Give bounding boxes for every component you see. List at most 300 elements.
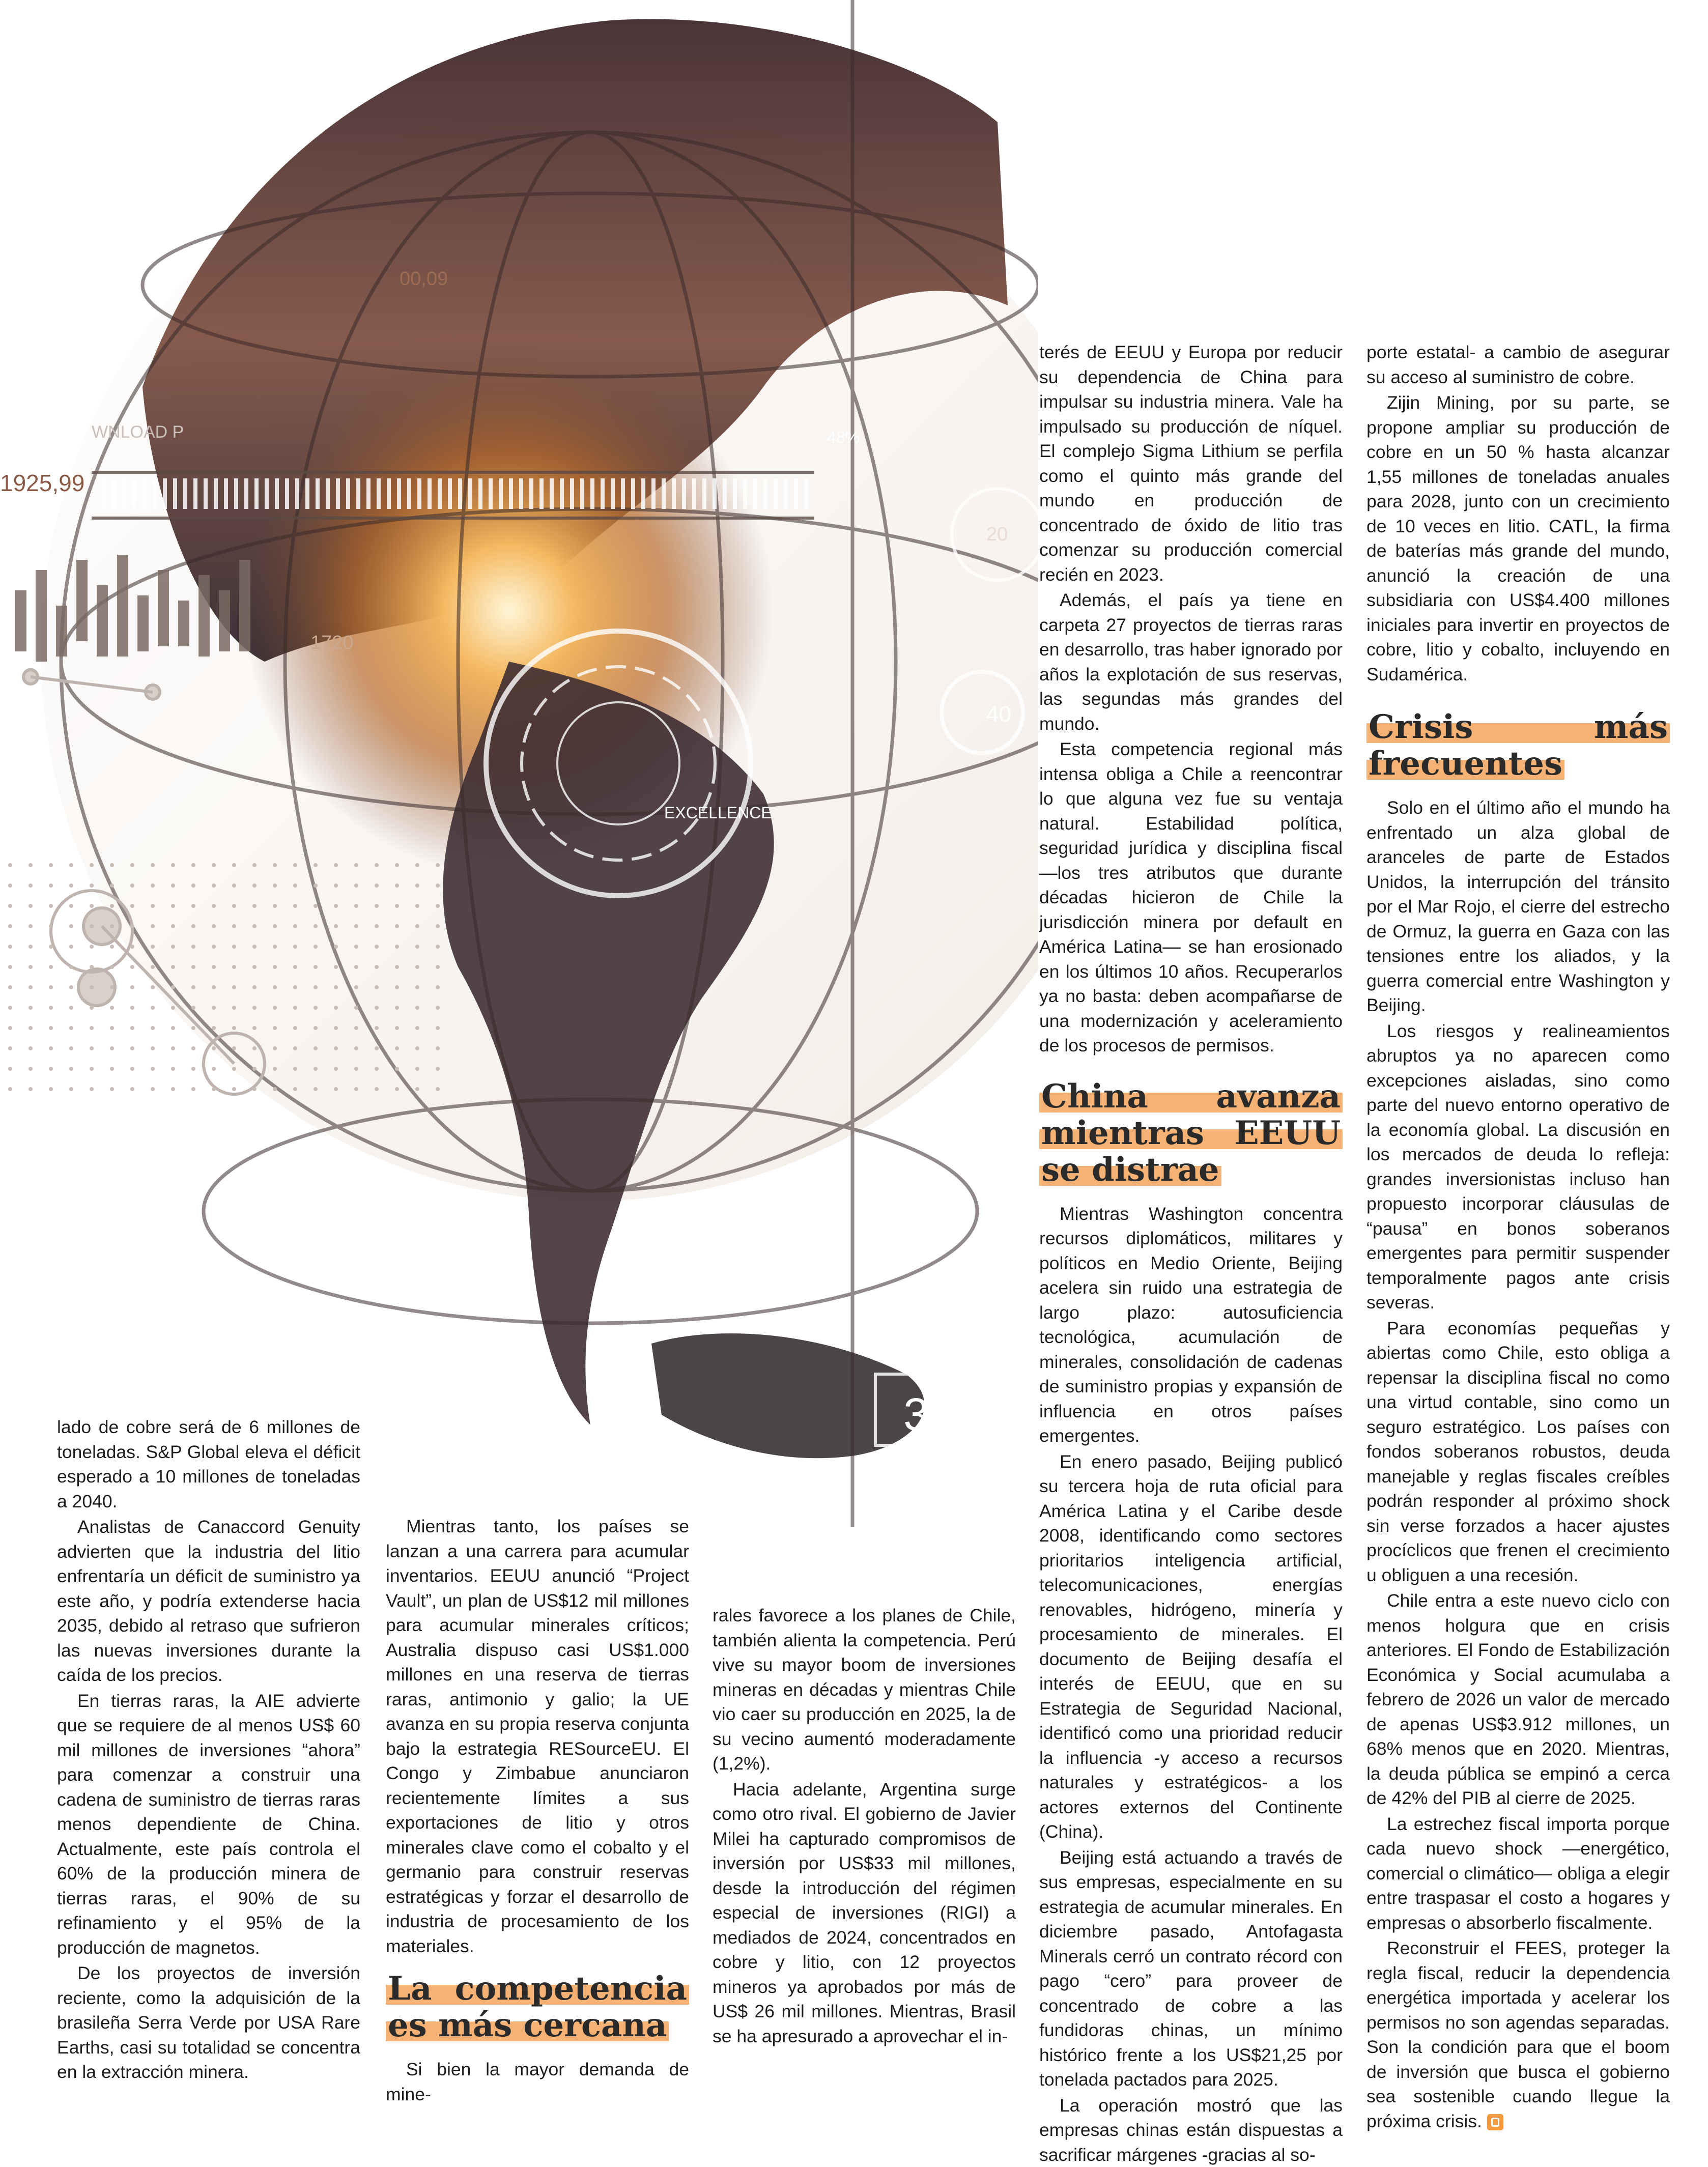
grid-dot — [151, 1026, 155, 1030]
hud-tick — [214, 478, 218, 509]
grid-dot — [273, 1046, 277, 1050]
grid-dot — [90, 883, 94, 888]
grid-dot — [29, 1046, 33, 1050]
grid-dot — [436, 985, 440, 989]
grid-dot — [151, 1087, 155, 1091]
grid-dot — [375, 904, 379, 908]
hud-tick — [794, 478, 798, 509]
grid-dot — [151, 945, 155, 949]
grid-dot — [252, 1026, 257, 1030]
grid-dot — [314, 904, 318, 908]
grid-dot — [415, 965, 419, 969]
grid-dot — [212, 965, 216, 969]
grid-dot — [69, 1006, 73, 1010]
grid-dot — [252, 1046, 257, 1050]
paragraph: Analistas de Canaccord Genuity advierten que la industria del litio enfrentaría un déficit de suministro ya este año, y podría extenderse hacia 2035, debido al retraso que sufrieron las nuevas inversiones durante la caída de los precios. — [57, 1515, 360, 1688]
hud-tick — [377, 478, 381, 509]
grid-dot — [191, 863, 195, 867]
hud-tick — [285, 478, 289, 509]
hud-tick — [560, 478, 564, 509]
grid-dot — [375, 1087, 379, 1091]
grid-dot — [375, 945, 379, 949]
article-column-5 — [1367, 340, 1670, 2133]
grid-dot — [354, 985, 358, 989]
grid-dot — [29, 904, 33, 908]
hud-digit: 3 — [903, 1389, 929, 1440]
grid-dot — [8, 965, 12, 969]
grid-dot — [171, 924, 175, 928]
grid-dot — [49, 965, 53, 969]
grid-dot — [191, 985, 195, 989]
grid-dot — [110, 883, 114, 888]
grid-dot — [29, 985, 33, 989]
hud-tick — [112, 478, 116, 509]
paragraph: rales favorece a los planes de Chile, también alienta la competencia. Perú vive su mayor boom de inversiones mineras en décadas y mientras Chile vio caer su producción en 2025, la de su vecino aumentó moderadamente (1,2%). — [713, 1603, 1016, 1776]
grid-dot — [273, 945, 277, 949]
grid-dot — [130, 985, 134, 989]
grid-dot — [252, 1006, 257, 1010]
grid-dot — [395, 863, 399, 867]
grid-dot — [375, 883, 379, 888]
grid-dot — [273, 1026, 277, 1030]
grid-dot — [415, 945, 419, 949]
hud-tick — [489, 478, 493, 509]
paragraph: Mientras tanto, los países se lanzan a una carrera para acumular inventarios. EEUU anunció “Project Vault”, un plan de US$12 mil millones para acumular minerales críticos; Australia dispuso casi US$1.000 millones en una reserva de tierras raras, antimonio y galio; la UE avanza en su propia reserva conjunta bajo la estrategia RESourceEU. El Congo y Zimbabue anunciaron recientemente límites a sus exportaciones de litio y otros minerales clave como el cobalto y el germanio para construir reservas estratégicas y forzar el desarrollo de industria de procesamiento de los materiales. — [386, 1514, 689, 1958]
section-heading: China avanza mientras EEUU se distrae — [1039, 1078, 1343, 1188]
hud-tick — [428, 478, 432, 509]
grid-dot — [273, 985, 277, 989]
grid-dot — [293, 1046, 297, 1050]
grid-dot — [273, 904, 277, 908]
grid-dot — [29, 965, 33, 969]
grid-dot — [314, 965, 318, 969]
grid-dot — [252, 1087, 257, 1091]
end-of-article-icon — [1487, 2114, 1503, 2130]
hud-tick — [692, 478, 696, 509]
grid-dot — [191, 1026, 195, 1030]
grid-dot — [334, 1087, 338, 1091]
hud-tick — [458, 478, 462, 509]
paragraph: Los riesgos y realineamientos abruptos ya no aparecen como excepciones aisladas, sino como parte del nuevo entorno operativo de la economía global. La discusión en los mercados de deuda lo refleja: grandes inversionistas incluso han propuesto incorporar cláusulas de “pausa” en bonos soberanos emergentes para permitir suspender temporalmente pagos ante crisis severas. — [1367, 1019, 1670, 1315]
paragraph: Beijing está actuando a través de sus empresas, especialmente en su estrategia de acumular minerales. En diciembre pasado, Antofagasta Minerals cerró un contrato récord con pago “cero” para proveer de concentrado de cobre a las fundidoras chinas, un mínimo histórico frente a los US$21,25 por tonelada pactados para 2025. — [1039, 1845, 1343, 2092]
hud-tick — [499, 478, 503, 509]
grid-dot — [191, 1067, 195, 1071]
grid-dot — [375, 965, 379, 969]
hud-tick — [407, 478, 411, 509]
paragraph: Esta competencia regional más intensa obliga a Chile a reencontrar lo que alguna vez fue su ventaja natural. Estabilidad política, seguridad jurídica y disciplina fiscal —los tres atributos que durante décadas hicieron de Chile la jurisdicción minera por default en América Latina— se han erosionado en los últimos 10 años. Recuperarlos ya no basta: deben acompañarse de una modernización y aceleramiento de los procesos de permisos. — [1039, 737, 1343, 1058]
grid-dot — [232, 945, 236, 949]
grid-dot — [191, 1087, 195, 1091]
hud-tick — [519, 478, 523, 509]
grid-dot — [293, 1026, 297, 1030]
grid-dot — [8, 904, 12, 908]
grid-dot — [130, 1046, 134, 1050]
hud-tick-20: 20 — [986, 524, 1008, 545]
grid-dot — [49, 945, 53, 949]
hud-tick — [387, 478, 391, 509]
grid-dot — [8, 1046, 12, 1050]
grid-dot — [110, 945, 114, 949]
hud-tick — [295, 478, 299, 509]
grid-dot — [293, 1006, 297, 1010]
grid-dot — [395, 965, 399, 969]
hud-tick — [631, 478, 635, 509]
hud-tick — [183, 478, 187, 509]
article-column-4 — [1039, 340, 1343, 2167]
hud-tick — [234, 478, 238, 509]
grid-dot — [252, 863, 257, 867]
grid-dot — [415, 985, 419, 989]
grid-dot — [151, 904, 155, 908]
grid-dot — [130, 1006, 134, 1010]
hud-tick — [132, 478, 136, 509]
grid-dot — [110, 904, 114, 908]
hud-tick — [275, 478, 279, 509]
grid-dot — [415, 1087, 419, 1091]
grid-dot — [69, 1046, 73, 1050]
grid-dot — [110, 1087, 114, 1091]
grid-dot — [212, 863, 216, 867]
grid-dot — [171, 985, 175, 989]
grid-dot — [436, 1046, 440, 1050]
hud-gauge-label: 40 — [986, 702, 1011, 727]
grid-dot — [415, 883, 419, 888]
grid-dot — [8, 924, 12, 928]
grid-dot — [314, 1067, 318, 1071]
hud-tick — [224, 478, 228, 509]
grid-dot — [436, 1006, 440, 1010]
grid-dot — [90, 1006, 94, 1010]
grid-dot — [49, 1067, 53, 1071]
grid-dot — [8, 1006, 12, 1010]
hud-tick — [550, 478, 554, 509]
hud-tick — [580, 478, 584, 509]
hud-tick — [733, 478, 737, 509]
hud-tick — [204, 478, 208, 509]
hud-tick — [468, 478, 472, 509]
grid-dot — [212, 985, 216, 989]
grid-dot — [110, 1067, 114, 1071]
grid-dot — [334, 863, 338, 867]
grid-dot — [171, 1006, 175, 1010]
grid-dot — [436, 1087, 440, 1091]
grid-dot — [436, 924, 440, 928]
grid-dot — [375, 1067, 379, 1071]
hud-tick — [570, 478, 574, 509]
grid-dot — [49, 924, 53, 928]
grid-dot — [130, 924, 134, 928]
grid-dot — [69, 1067, 73, 1071]
grid-dot — [314, 1087, 318, 1091]
grid-dot — [69, 1087, 73, 1091]
grid-dot — [293, 904, 297, 908]
grid-dot — [436, 965, 440, 969]
grid-dot — [334, 1067, 338, 1071]
grid-dot — [130, 863, 134, 867]
grid-dot — [354, 1046, 358, 1050]
hud-tick — [651, 478, 656, 509]
grid-dot — [49, 883, 53, 888]
grid-dot — [252, 1067, 257, 1071]
grid-dot — [130, 1026, 134, 1030]
grid-dot — [232, 1087, 236, 1091]
grid-dot — [375, 1026, 379, 1030]
grid-dot — [334, 1026, 338, 1030]
hud-tick — [774, 478, 778, 509]
grid-dot — [29, 945, 33, 949]
paragraph: La estrechez fiscal importa porque cada nuevo shock —energético, comercial o climático— obliga a elegir entre traspasar el costo a hogares y empresas o absorberlo fiscalmente. — [1367, 1812, 1670, 1935]
grid-dot — [293, 985, 297, 989]
grid-dot — [354, 1026, 358, 1030]
grid-dot — [212, 945, 216, 949]
hud-tick — [672, 478, 676, 509]
section-heading: Crisis más frecuentes — [1367, 709, 1670, 782]
grid-dot — [232, 924, 236, 928]
grid-dot — [232, 1067, 236, 1071]
grid-dot — [90, 1046, 94, 1050]
grid-dot — [212, 904, 216, 908]
grid-dot — [69, 965, 73, 969]
hud-tick — [143, 478, 147, 509]
paragraph: De los proyectos de inversión reciente, como la adquisición de la brasileña Serra Verde por USA Rare Earths, casi su totalidad se concentra en la extracción minera. — [57, 1961, 360, 2085]
grid-dot — [375, 985, 379, 989]
hud-tick — [641, 478, 645, 509]
grid-dot — [436, 1026, 440, 1030]
grid-dot — [375, 1046, 379, 1050]
grid-dot — [314, 883, 318, 888]
grid-dot — [49, 1006, 53, 1010]
grid-dot — [212, 1006, 216, 1010]
grid-dot — [151, 985, 155, 989]
grid-dot — [252, 924, 257, 928]
paragraph: porte estatal- a cambio de asegurar su acceso al suministro de cobre. — [1367, 340, 1670, 389]
grid-dot — [29, 863, 33, 867]
grid-dot — [252, 985, 257, 989]
grid-dot — [69, 945, 73, 949]
hud-tick — [326, 478, 330, 509]
grid-dot — [110, 1046, 114, 1050]
grid-dot — [110, 863, 114, 867]
globe-illustration — [0, 0, 1038, 1557]
hud-tick — [621, 478, 625, 509]
grid-dot — [90, 863, 94, 867]
grid-dot — [232, 904, 236, 908]
grid-dot — [273, 924, 277, 928]
hud-tick — [356, 478, 360, 509]
grid-dot — [415, 1026, 419, 1030]
article-column-1 — [57, 1415, 360, 2085]
grid-dot — [415, 1006, 419, 1010]
grid-dot — [110, 985, 114, 989]
paragraph: Para economías pequeñas y abiertas como Chile, esto obliga a repensar la disciplina fiscal no como una virtud contable, sino como un seguro estratégico. Los países con fondos soberanos robustos, deuda manejable y reglas fiscales creíbles podrán responder al próximo shock sin verse forzados a hacer ajustes procíclicos que frenen el crecimiento u obliguen a una recesión. — [1367, 1316, 1670, 1588]
grid-dot — [69, 904, 73, 908]
grid-dot — [436, 883, 440, 888]
grid-dot — [130, 965, 134, 969]
hud-tick — [529, 478, 533, 509]
grid-dot — [8, 883, 12, 888]
grid-dot — [375, 863, 379, 867]
hud-tick — [305, 478, 309, 509]
grid-dot — [395, 1026, 399, 1030]
paragraph: Reconstruir el FEES, proteger la regla fiscal, reducir la dependencia energética importada y acelerar los permisos no son agendas separadas. Son la condición para que el boom de inversión que busca el gobierno sea sostenible cuando llegue la próxima crisis. — [1367, 1936, 1670, 2133]
grid-dot — [8, 863, 12, 867]
grid-dot — [90, 965, 94, 969]
hud-tick — [163, 478, 167, 509]
grid-dot — [273, 883, 277, 888]
paragraph: En tierras raras, la AIE advierte que se requiere de al menos US$ 60 mil millones de inversiones “ahora” para comenzar a construir una cadena de suministro de tierras raras menos dependiente de China. Actualmente, este país controla el 60% de la producción minera de tierras raras, el 90% de su refinamiento y el 95% de la producción de magnetos. — [57, 1689, 360, 1960]
grid-dot — [354, 1067, 358, 1071]
grid-dot — [334, 924, 338, 928]
grid-dot — [395, 904, 399, 908]
grid-dot — [151, 965, 155, 969]
hud-tick — [763, 478, 767, 509]
hud-tick — [509, 478, 513, 509]
grid-dot — [395, 1087, 399, 1091]
grid-dot — [314, 1006, 318, 1010]
grid-dot — [49, 863, 53, 867]
paragraph: Zijin Mining, por su parte, se propone ampliar su producción de cobre en un 50 % hasta alcanzar 1,55 millones de toneladas anuales para 2028, junto con un crecimiento de 10 veces en litio. CATL, la firma de baterías más grande del mundo, anunció la creación de una subsidiaria con US$4.400 millones iniciales para invertir en proyectos de cobre, litio y cobalto, incluyendo en Sudamérica. — [1367, 390, 1670, 687]
hud-number-76: 76 — [972, 1440, 991, 1460]
grid-dot — [130, 1067, 134, 1071]
grid-dot — [212, 1026, 216, 1030]
paragraph: Hacia adelante, Argentina surge como otro rival. El gobierno de Javier Milei ha capturado compromisos de inversión por US$33 mil millones, desde la introducción del régimen especial de inversiones (RIGI) a mediados de 2024, concentrados en cobre y litio, con 12 proyectos mineros ya aprobados por más de US$ 26 mil millones. Mientras, Brasil se ha apresurado a aprovechar el in- — [713, 1777, 1016, 2049]
grid-dot — [171, 945, 175, 949]
grid-dot — [232, 883, 236, 888]
hud-tick — [122, 478, 126, 509]
hud-tick — [102, 478, 106, 509]
grid-dot — [110, 924, 114, 928]
grid-dot — [232, 1046, 236, 1050]
grid-dot — [314, 924, 318, 928]
grid-dot — [232, 863, 236, 867]
grid-dot — [69, 924, 73, 928]
grid-dot — [334, 945, 338, 949]
grid-dot — [334, 965, 338, 969]
grid-dot — [293, 883, 297, 888]
grid-dot — [151, 1067, 155, 1071]
grid-dot — [252, 883, 257, 888]
grid-dot — [314, 945, 318, 949]
grid-dot — [334, 1046, 338, 1050]
grid-dot — [232, 1026, 236, 1030]
hud-number-56789: 56789 — [972, 1407, 1020, 1427]
grid-dot — [110, 1006, 114, 1010]
grid-dot — [314, 985, 318, 989]
article-column-2 — [386, 1514, 689, 2106]
grid-dot — [314, 1046, 318, 1050]
hud-tick — [753, 478, 757, 509]
hud-tick — [265, 478, 269, 509]
hud-tick — [336, 478, 340, 509]
grid-dot — [334, 1006, 338, 1010]
paragraph: lado de cobre será de 6 millones de toneladas. S&P Global eleva el déficit esperado a 10 millones de toneladas a 2040. — [57, 1415, 360, 1514]
hud-tick — [662, 478, 666, 509]
grid-dot — [90, 924, 94, 928]
grid-dot — [293, 863, 297, 867]
grid-dot — [354, 863, 358, 867]
grid-dot — [151, 924, 155, 928]
grid-dot — [415, 924, 419, 928]
grid-dot — [130, 883, 134, 888]
grid-dot — [151, 1006, 155, 1010]
grid-dot — [212, 1046, 216, 1050]
grid-dot — [171, 1087, 175, 1091]
hud-tick — [601, 478, 605, 509]
grid-dot — [395, 924, 399, 928]
hud-tick — [316, 478, 320, 509]
hud-tick — [784, 478, 788, 509]
grid-dot — [334, 883, 338, 888]
grid-dot — [436, 1067, 440, 1071]
grid-dot — [354, 1006, 358, 1010]
grid-dot — [8, 945, 12, 949]
hud-tick — [723, 478, 727, 509]
grid-dot — [49, 1087, 53, 1091]
grid-dot — [395, 985, 399, 989]
paragraph: Además, el país ya tiene en carpeta 27 proyectos de tierras raras en desarrollo, tras haber ignorado por años la explotación de sus reservas, las segundas más grandes del mundo. — [1039, 588, 1343, 736]
paragraph: Mientras Washington concentra recursos diplomáticos, militares y políticos en Medio Oriente, Beijing acelera sin ruido una estrategia de largo plazo: autosuficiencia tecnológica, acumulación de minerales, consolidación de cadenas de suministro propias y expansión de influencia en otros países emergentes. — [1039, 1202, 1343, 1448]
paragraph: terés de EEUU y Europa por reducir su dependencia de China para impulsar su industria minera. Vale ha impulsado su producción de níquel. El complejo Sigma Lithium se perfila como el quinto más grande del mundo en producción de concentrado de óxido de litio tras comenzar su producción comercial recién en 2023. — [1039, 340, 1343, 587]
grid-dot — [273, 965, 277, 969]
article-column-3 — [713, 1603, 1016, 2048]
grid-dot — [130, 945, 134, 949]
hud-tick — [153, 478, 157, 509]
grid-dot — [151, 863, 155, 867]
continent-south-right — [651, 1333, 924, 1458]
grid-dot — [252, 965, 257, 969]
section-heading: La competencia es más cercana — [386, 1971, 689, 2044]
grid-dot — [395, 1006, 399, 1010]
grid-dot — [49, 985, 53, 989]
hud-tick — [590, 478, 594, 509]
grid-dot — [354, 945, 358, 949]
grid-dot — [354, 924, 358, 928]
grid-dot — [90, 945, 94, 949]
grid-dot — [29, 1087, 33, 1091]
grid-dot — [171, 863, 175, 867]
hud-tick — [713, 478, 717, 509]
hud-tick — [448, 478, 452, 509]
grid-dot — [415, 863, 419, 867]
hud-tick — [438, 478, 442, 509]
grid-dot — [415, 904, 419, 908]
hud-tick-1720: 1720 — [310, 632, 354, 653]
hud-tick — [611, 478, 615, 509]
grid-dot — [354, 883, 358, 888]
grid-dot — [232, 1006, 236, 1010]
grid-dot — [49, 904, 53, 908]
hud-tick — [417, 478, 421, 509]
grid-dot — [273, 863, 277, 867]
grid-dot — [212, 1087, 216, 1091]
hud-excellence-label: EXCELLENCE — [664, 804, 772, 822]
grid-dot — [293, 924, 297, 928]
grid-dot — [293, 965, 297, 969]
grid-dot — [8, 985, 12, 989]
grid-dot — [171, 1046, 175, 1050]
grid-dot — [436, 945, 440, 949]
grid-dot — [171, 904, 175, 908]
grid-dot — [8, 1067, 12, 1071]
grid-dot — [29, 1067, 33, 1071]
hud-percent-label: 48% — [827, 428, 860, 446]
hud-download-label: WNLOAD P — [92, 422, 184, 442]
grid-dot — [90, 1087, 94, 1091]
grid-dot — [273, 1006, 277, 1010]
grid-dot — [334, 985, 338, 989]
grid-dot — [29, 924, 33, 928]
hud-tick — [254, 478, 259, 509]
